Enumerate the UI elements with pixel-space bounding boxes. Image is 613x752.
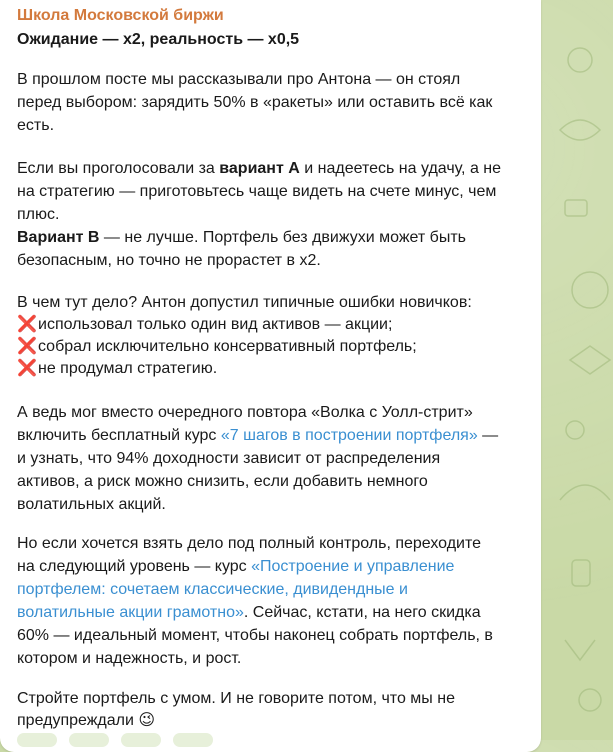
- text-span: и надеетесь на удачу, а не: [299, 160, 502, 177]
- paragraph-line: на стратегию — приготовьтесь чаще видеть на счете минус, чем: [17, 183, 497, 200]
- list-item: [17, 358, 217, 380]
- paragraph-line: и узнать, что 94% доходности зависит от распределения: [17, 450, 441, 467]
- text-span: —: [477, 427, 499, 444]
- list-item: [17, 336, 417, 358]
- reaction-chip[interactable]: [173, 733, 213, 747]
- bold-text: вариант А: [219, 160, 300, 177]
- list-item-text: использовал только один вид активов — акции;: [38, 316, 393, 333]
- cross-mark-icon: ❌: [17, 338, 37, 355]
- paid-course-link[interactable]: «Построение и управление: [251, 558, 455, 575]
- paragraph-line: [17, 710, 155, 732]
- channel-name[interactable]: Школа Московской биржи: [17, 7, 224, 24]
- cross-mark-icon: ❌: [17, 316, 37, 333]
- paragraph-line: [17, 602, 481, 624]
- paragraph-line: перед выбором: зарядить 50% в «ракеты» или оставить всё как: [17, 94, 493, 111]
- paragraph-line: Но если хочется взять дело под полный контроль, переходите: [17, 535, 482, 552]
- post-heading: Ожидание — х2, реальность — х0,5: [17, 31, 300, 48]
- paragraph-line: 60% — идеальный момент, чтобы наконец собрать портфель, в: [17, 627, 493, 644]
- paragraph-line: [17, 425, 498, 447]
- paragraph-line: активов, а риск можно снизить, если добавить немного: [17, 473, 428, 490]
- paragraph-line: есть.: [17, 117, 55, 134]
- paragraph-line: В прошлом посте мы рассказывали про Антона — он стоял: [17, 71, 461, 88]
- wink-emoji-icon: 😉: [138, 712, 156, 729]
- reaction-chip[interactable]: [121, 733, 161, 747]
- paragraph-line: безопасным, но точно не прорастет в х2.: [17, 252, 321, 269]
- paragraph-line: А ведь мог вместо очередного повтора «Волка с Уолл-стрит»: [17, 404, 473, 421]
- list-item: [17, 314, 392, 336]
- list-item-text: собрал исключительно консервативный портфель;: [38, 338, 417, 355]
- paragraph-line: Стройте портфель с умом. И не говорите потом, что мы не: [17, 690, 455, 707]
- free-course-link[interactable]: «7 шагов в построении портфеля»: [220, 427, 478, 444]
- paragraph-line: волатильных акций.: [17, 496, 166, 513]
- paid-course-link[interactable]: портфелем: сочетаем классические, дивидендные и: [17, 581, 408, 598]
- reaction-chip[interactable]: [69, 733, 109, 747]
- text-span: на следующий уровень — курс: [17, 558, 252, 575]
- text-span: предупреждали: [17, 712, 134, 729]
- paragraph-line: котором и надежность, и рост.: [17, 650, 242, 667]
- text-span: включить бесплатный курс: [17, 427, 221, 444]
- reaction-chip[interactable]: [17, 733, 57, 747]
- text-span: Если вы проголосовали за: [17, 160, 220, 177]
- paragraph-line: [17, 556, 454, 578]
- text-span: — не лучше. Портфель без движухи может быть: [99, 229, 466, 246]
- list-item-text: не продумал стратегию.: [38, 360, 218, 377]
- paragraph-line: [17, 158, 501, 180]
- paragraph-line: В чем тут дело? Антон допустил типичные ошибки новичков:: [17, 294, 472, 311]
- bold-text: Вариант В: [17, 229, 100, 246]
- paragraph-line: плюс.: [17, 206, 60, 223]
- text-span: . Сейчас, кстати, на него скидка: [243, 604, 481, 621]
- cross-mark-icon: ❌: [17, 360, 37, 377]
- paid-course-link[interactable]: волатильные акции грамотно»: [17, 604, 244, 621]
- paragraph-line: [17, 227, 466, 249]
